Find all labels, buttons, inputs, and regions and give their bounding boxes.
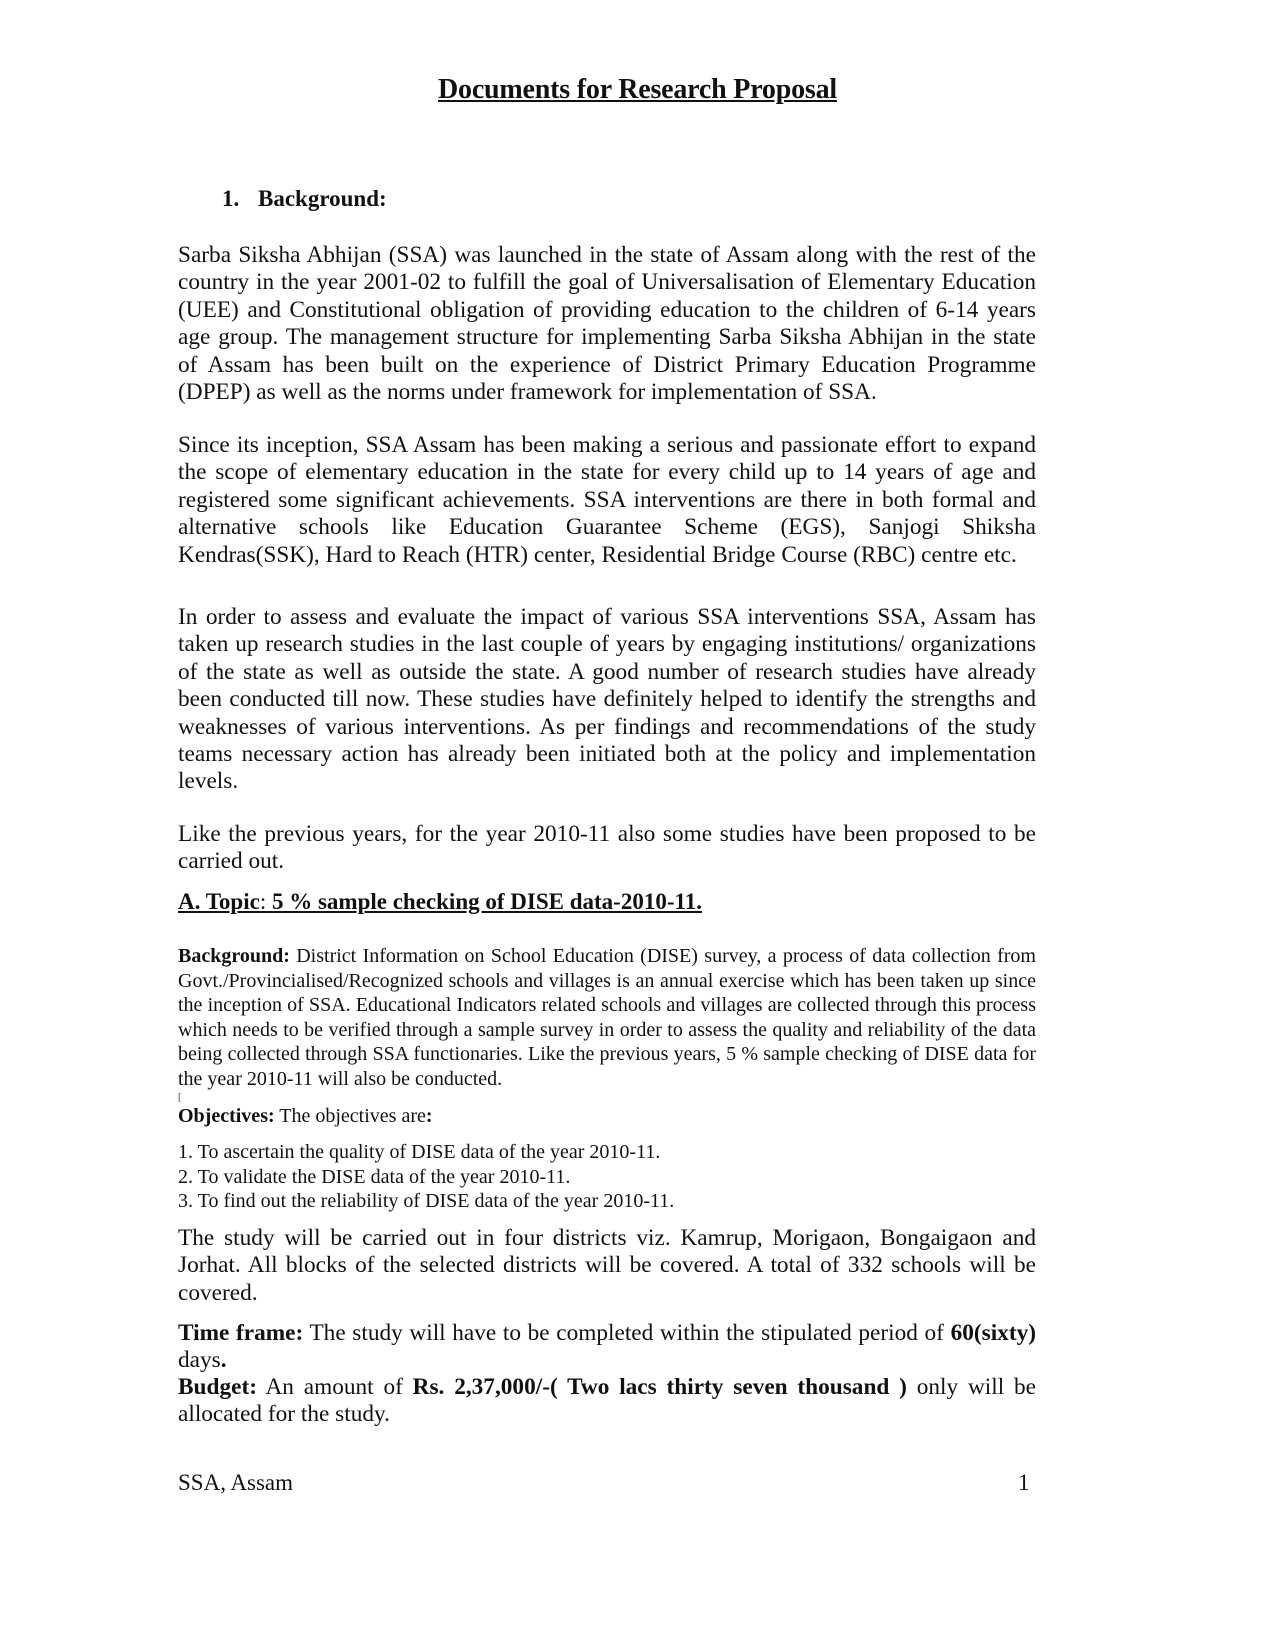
budget-text: An amount of: [256, 1374, 413, 1400]
budget-amount: Rs. 2,37,000/-( Two lacs thirty seven thousand ): [412, 1374, 907, 1400]
paragraph-previous-years: Like the previous years, for the year 2010-11 also some studies have been proposed to be carried out.: [178, 821, 1036, 875]
objectives-list: [178, 1140, 674, 1214]
topic-prefix: A. Topic: [178, 889, 260, 914]
objective-item: 1. To ascertain the quality of DISE data of the year 2010-11.: [178, 1141, 661, 1163]
objective-item: 3. To find out the reliability of DISE data of the year 2010-11.: [178, 1190, 675, 1212]
section-number: 1.: [222, 186, 240, 211]
objective-item: 2. To validate the DISE data of the year 2010-11.: [178, 1165, 571, 1188]
time-frame-text: The study will have to be completed within the stipulated period of: [303, 1320, 951, 1346]
time-frame-end: .: [220, 1347, 227, 1374]
objectives-label: Objectives:: [178, 1105, 275, 1127]
time-frame-period: 60(sixty): [950, 1320, 1036, 1346]
topic-background-text: District Information on School Education (DISE) survey, a process of data collection from Govt./Provincialised/Recognized schools and villages is an annual exercise which has been taken up since the inception of SSA. Educational Indicators related schools and villages are collected through this process which needs to be verified through a sample survey in order to assess the quality and reliability of the data being collected through SSA functionaries. Like the previous years, 5 % sample checking of DISE data for the year 2010-11 will also be conducted.: [178, 945, 1036, 1090]
topic-colon: :: [259, 889, 267, 914]
budget-suffix: only will be allocated for the study.: [178, 1374, 1036, 1428]
section-heading-background: [222, 186, 387, 212]
objectives-text: The objectives are: [274, 1105, 426, 1127]
paragraph-ssa-intro: Sarba Siksha Abhijan (SSA) was launched in the state of Assam along with the rest of the country in the year 2001-02 to fulfill the goal of Universalisation of Elementary Education (UEE) and Constitutional obligation of providing education to the children of 6-14 years age group. The management structure for implementing Sarba Siksha Abhijan in the state of Assam has been built on the experience of District Primary Education Programme (DPEP) as well as the norms under framework for implementation of SSA.: [178, 242, 1036, 406]
topic-background-label: Background:: [178, 945, 290, 967]
budget-paragraph: [178, 1374, 1036, 1429]
budget-label: Budget:: [178, 1374, 257, 1400]
section-heading-text: Background:: [258, 186, 387, 211]
paragraph-since-inception: Since its inception, SSA Assam has been making a serious and passionate effort to expand the scope of elementary education in the state for every child up to 14 years of age and registered some significant achievements. SSA interventions are there in both formal and alternative schools like Education Guarantee Scheme (EGS), Sanjogi Shiksha Kendras(SSK), Hard to Reach (HTR) center, Residential Bridge Course (RBC) centre etc.: [178, 432, 1036, 568]
page-title: Documents for Research Proposal: [438, 74, 837, 105]
topic-heading: [178, 889, 702, 915]
coverage-paragraph: The study will be carried out in four districts viz. Kamrup, Morigaon, Bongaigaon and Jorhat. All blocks of the selected districts will be covered. A total of 332 schools will be covered.: [178, 1225, 1036, 1306]
time-frame-paragraph: [178, 1320, 1036, 1375]
objectives-intro: [178, 1104, 1036, 1129]
page-number: 1: [1018, 1470, 1030, 1495]
time-frame-suffix: days: [178, 1347, 221, 1374]
footer-organization: SSA, Assam: [178, 1470, 294, 1495]
time-frame-label: Time frame:: [178, 1320, 304, 1346]
objectives-colon: :: [425, 1105, 433, 1127]
stray-marker: [: [178, 1092, 182, 1103]
paragraph-research-studies: In order to assess and evaluate the impact of various SSA interventions SSA, Assam has taken up research studies in the last couple of years by engaging institutions/ organizations of the state as well as outside the state. A good number of research studies have already been conducted till now. These studies have definitely helped to identify the strengths and weaknesses of various interventions. As per findings and recommendations of the study teams necessary action has already been initiated both at the policy and implementation levels.: [178, 604, 1036, 795]
topic-text: 5 % sample checking of DISE data-2010-11.: [266, 889, 702, 914]
topic-background-paragraph: [178, 944, 1036, 1091]
